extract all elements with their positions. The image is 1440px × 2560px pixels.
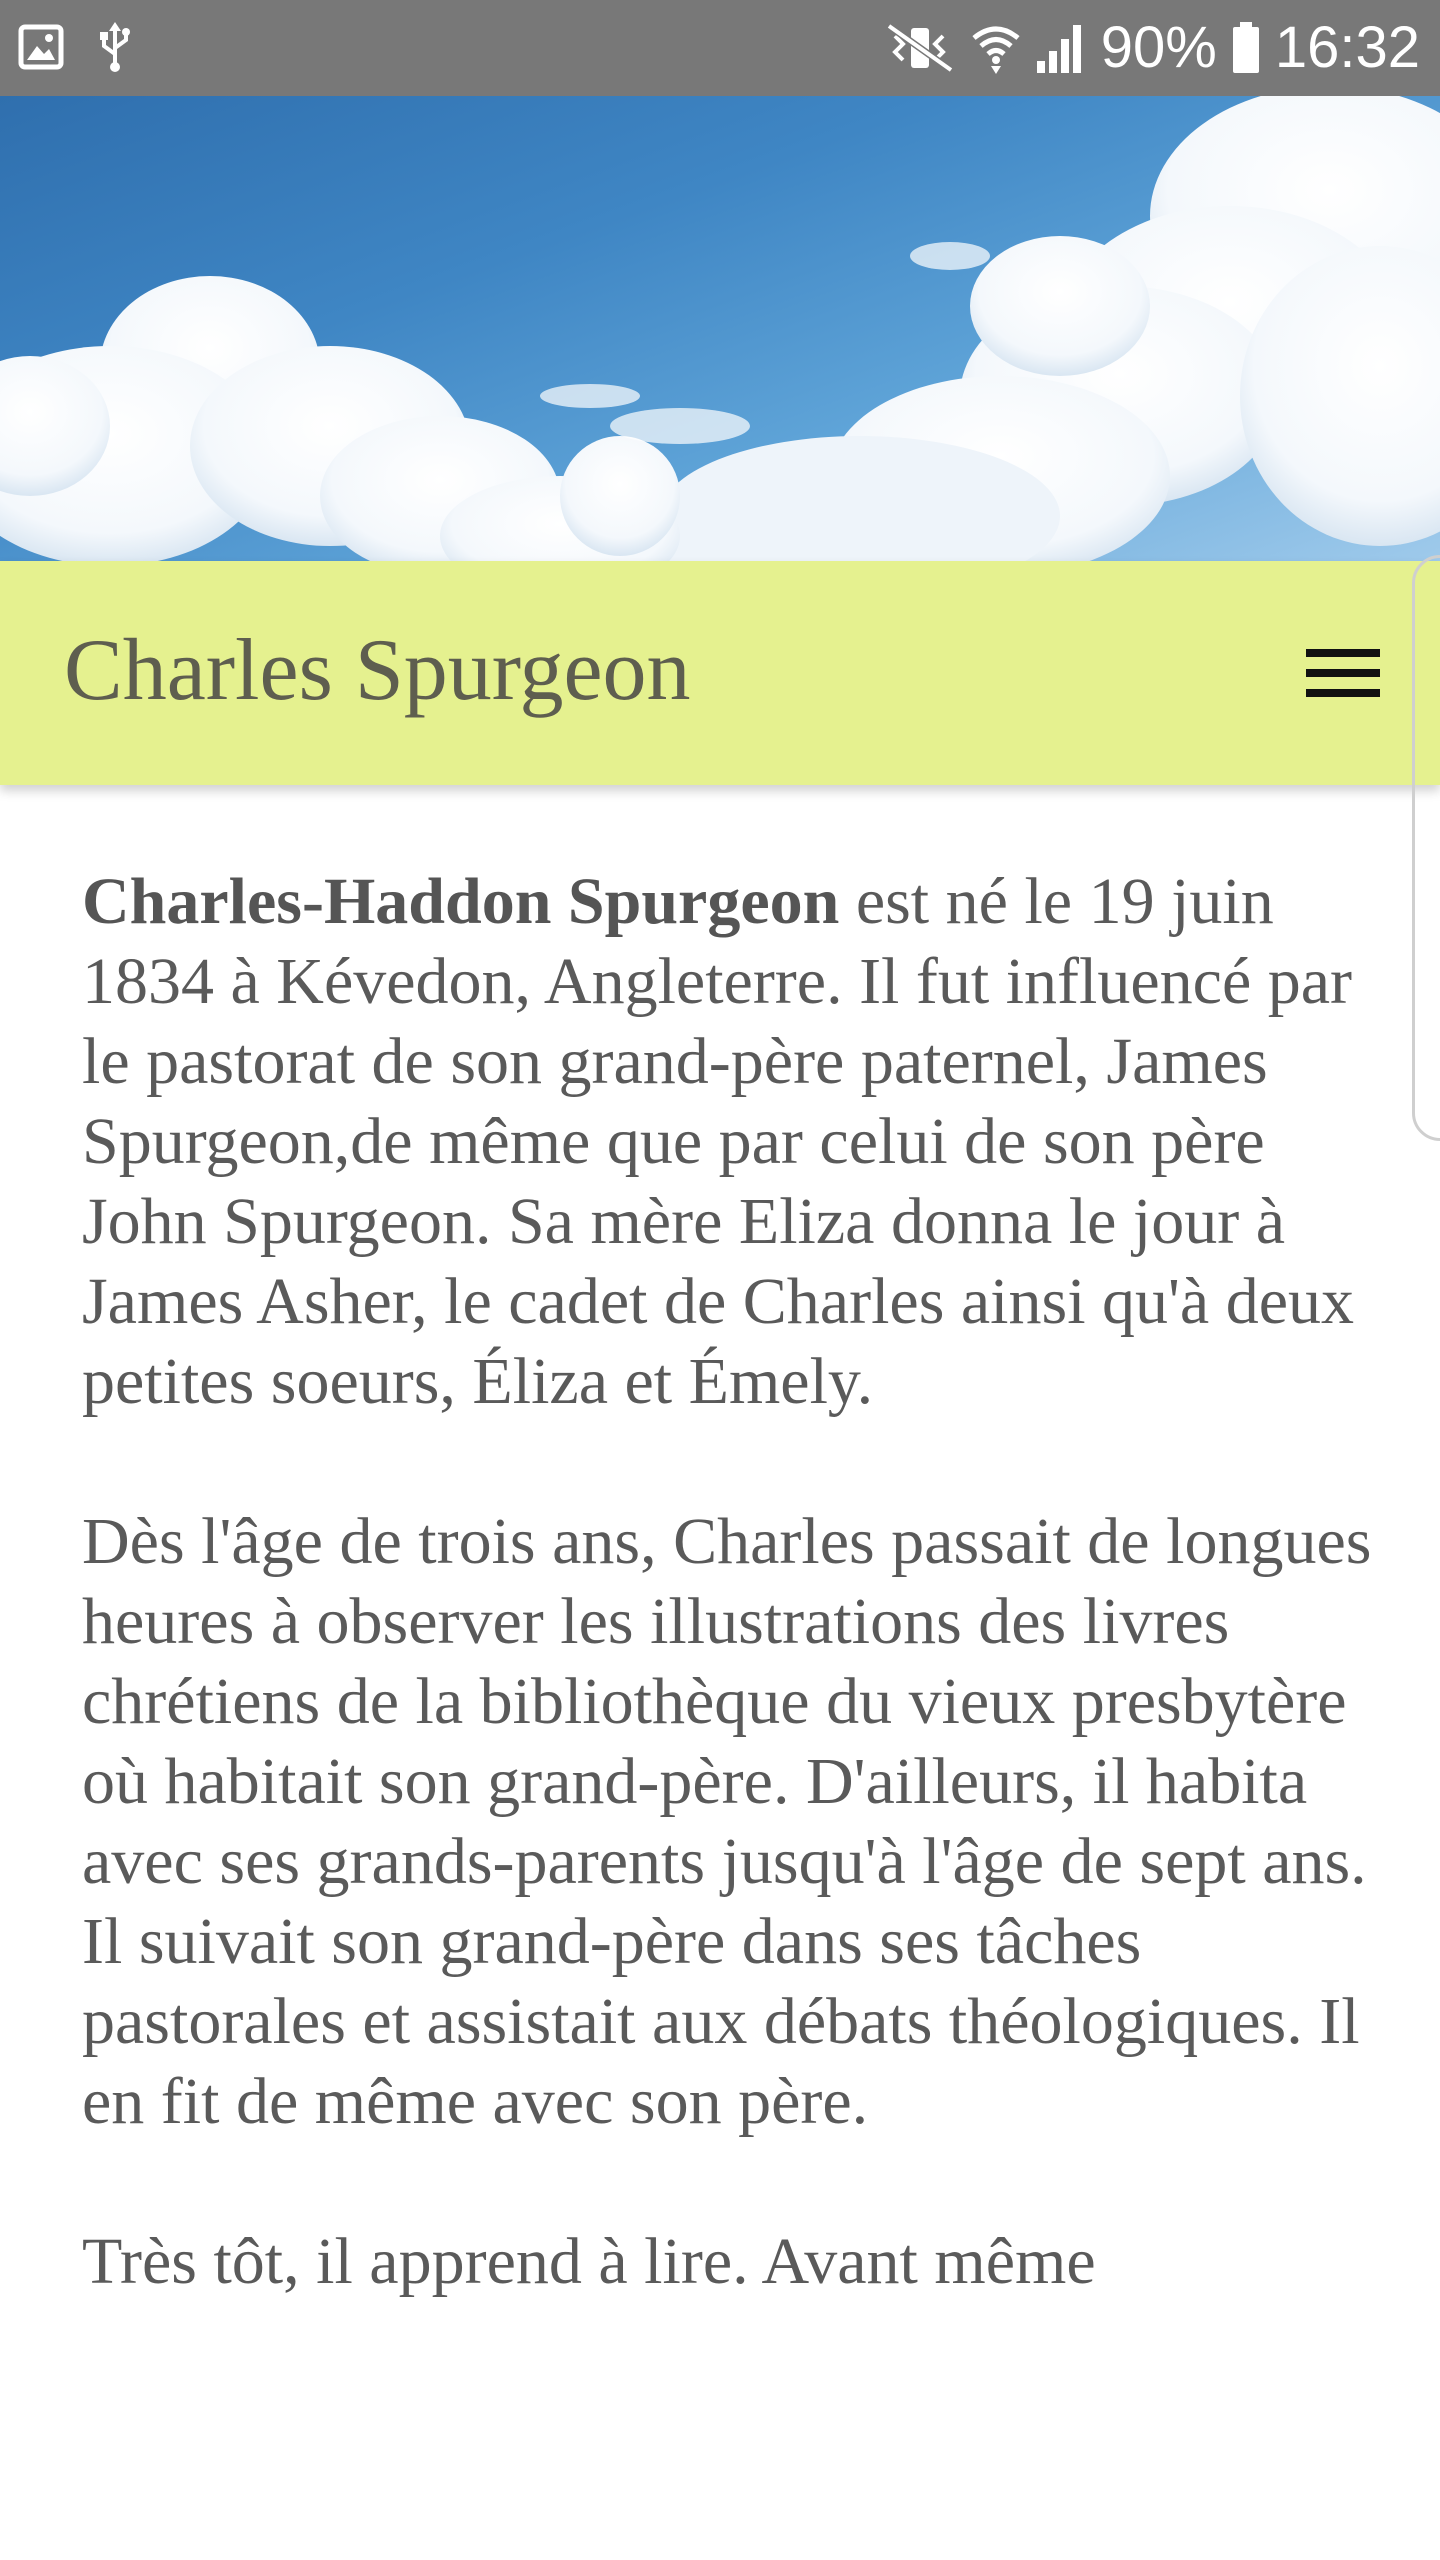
battery-percentage: 90% — [1100, 15, 1217, 80]
header-sky-image — [0, 96, 1440, 561]
menu-line — [1306, 689, 1380, 697]
paragraph-1 — [82, 862, 1382, 1422]
subject-name: Charles-Haddon Spurgeon — [82, 865, 840, 938]
battery-icon — [1231, 22, 1261, 74]
status-right-icons — [881, 0, 1420, 96]
image-icon — [18, 24, 64, 70]
paragraph-1-text: est né le 19 juin 1834 à Kévedon, Angleterre. Il fut influencé par le pastorat de son grand-père paternel, James Spurgeon,de même que par celui de son père John Spurgeon. Sa mère Eliza donna le jour à James Asher, le cadet de Charles ainsi qu'à deux petites soeurs, Éliza et Émely. — [82, 865, 1355, 1418]
signal-icon — [1035, 23, 1087, 73]
paragraph-3: Très tôt, il apprend à lire. Avant même — [82, 2225, 1096, 2298]
clouds-illustration — [0, 96, 1440, 561]
mute-icon — [881, 22, 957, 74]
article-content — [82, 862, 1382, 2382]
hamburger-menu-icon[interactable] — [1306, 643, 1380, 703]
usb-icon — [98, 22, 132, 72]
side-drawer-handle[interactable] — [1412, 555, 1440, 1141]
site-header-bar — [0, 561, 1440, 785]
menu-line — [1306, 649, 1380, 657]
clock: 16:32 — [1274, 15, 1420, 80]
status-left-icons — [18, 22, 132, 72]
menu-line — [1306, 669, 1380, 677]
paragraph-2: Dès l'âge de trois ans, Charles passait de longues heures à observer les illustrations des livres chrétiens de la bibliothèque du vieux presbytère où habitait son grand-père. D'ailleurs, il habita avec ses grands-parents jusqu'à l'âge de sept ans. Il suivait son grand-père dans ses tâches pastorales et assistait aux débats théologiques. Il en fit de même avec son père. — [82, 1505, 1372, 2138]
status-bar — [0, 0, 1440, 96]
wifi-icon — [971, 22, 1021, 74]
site-title[interactable]: Charles Spurgeon — [64, 622, 691, 719]
